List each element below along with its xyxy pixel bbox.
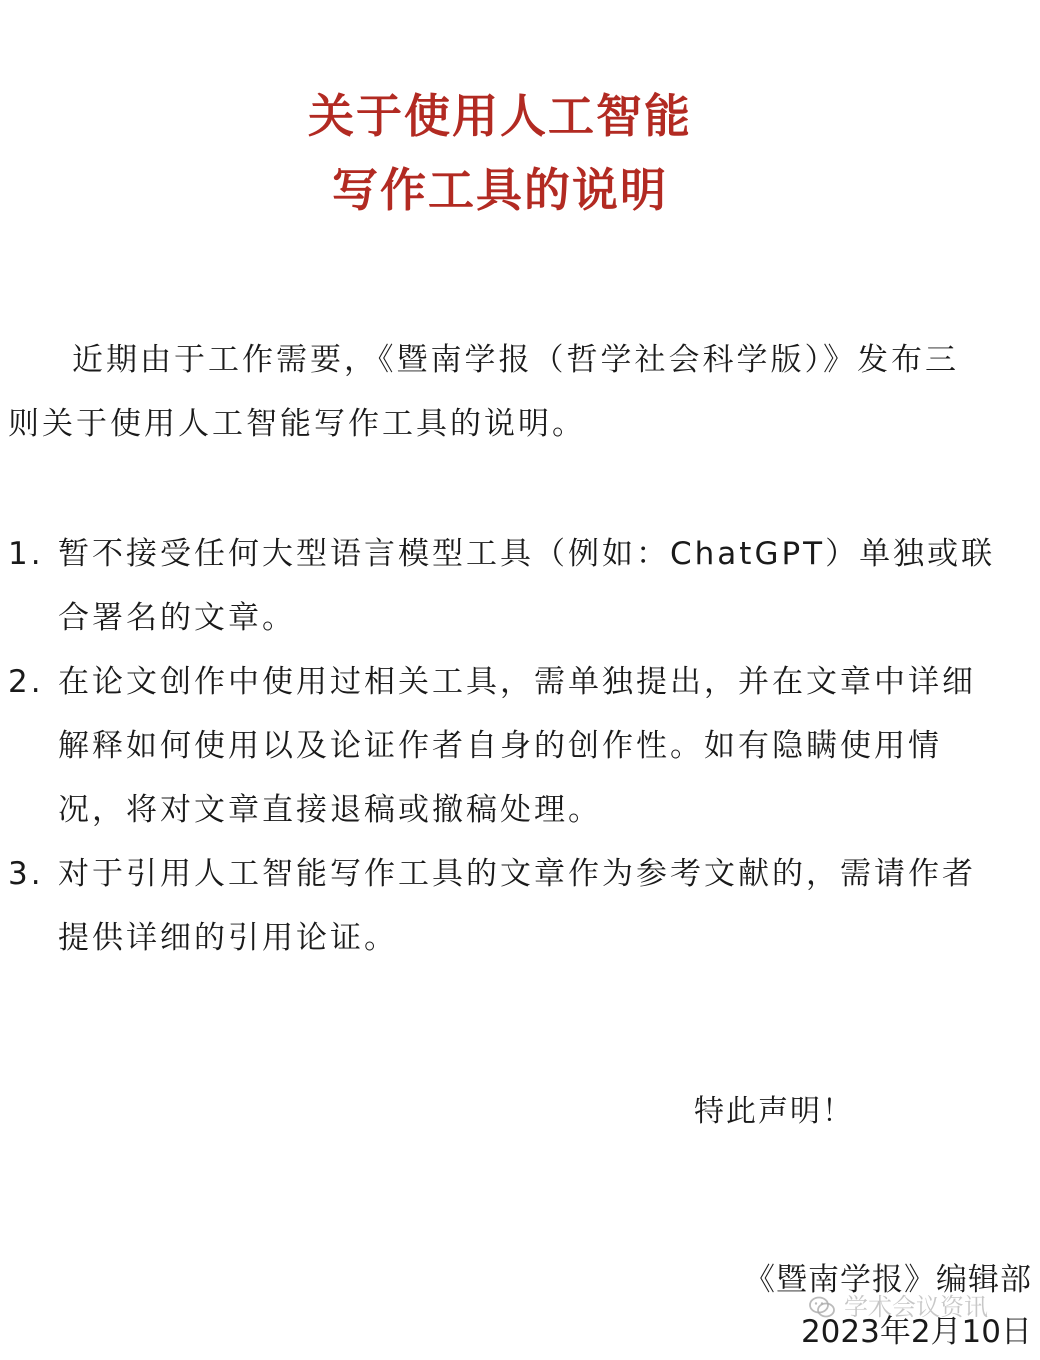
list-item-2: [8, 650, 998, 842]
list-item-line: 暂不接受任何大型语言模型工具（例如：ChatGPT）单独或联: [58, 536, 996, 572]
numbered-list: [8, 522, 998, 970]
closing-statement: 特此声明！: [694, 1094, 854, 1129]
intro-line-1: 近期由于工作需要，《暨南学报（哲学社会科学版）》发布三: [72, 342, 959, 378]
list-item-3: [8, 842, 998, 970]
signature: 《暨南学报》编辑部: [744, 1262, 1032, 1298]
list-item-line: 解释如何使用以及论证作者自身的创作性。如有隐瞒使用情: [58, 728, 942, 764]
document-date: 2023年2月10日: [800, 1314, 1032, 1350]
document-title-line-2: 写作工具的说明: [332, 163, 668, 217]
list-item-line: 合署名的文章。: [58, 600, 296, 636]
list-item-number: 1.: [8, 536, 44, 572]
list-item-number: 2.: [8, 664, 44, 700]
list-item-line: 况，将对文章直接退稿或撤稿处理。: [58, 792, 602, 828]
intro-paragraph: [8, 328, 998, 456]
list-item-line: 对于引用人工智能写作工具的文章作为参考文献的，需请作者: [58, 856, 976, 892]
watermark-text: 学术会议资讯: [844, 1293, 988, 1321]
list-item-number: 3.: [8, 856, 44, 892]
list-item-line: 在论文创作中使用过相关工具，需单独提出，并在文章中详细: [58, 664, 976, 700]
intro-line-2: 则关于使用人工智能写作工具的说明。: [8, 406, 586, 442]
list-item-1: [8, 522, 998, 650]
list-item-line: 提供详细的引用论证。: [58, 920, 398, 956]
document-title-line-1: 关于使用人工智能: [308, 89, 692, 143]
